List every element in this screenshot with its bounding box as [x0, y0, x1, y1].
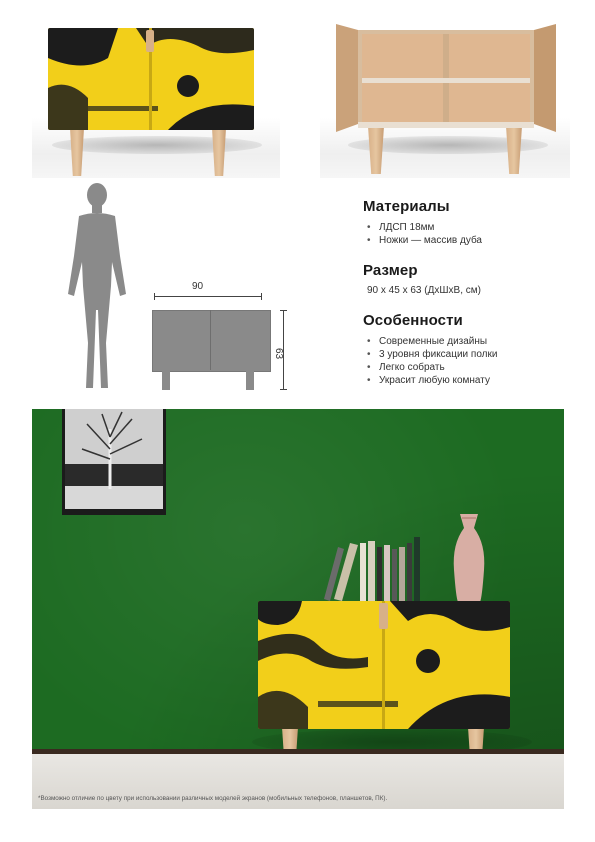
cabinet-front: [48, 28, 254, 130]
open-cabinet: [336, 22, 556, 132]
cabinet-silhouette: [152, 310, 271, 372]
footnote: *Возможно отличие по цвету при использовании различных моделей экранов (мобильных телефонов, планшетов, ПК).: [38, 795, 388, 802]
wall-poster: [62, 409, 166, 515]
width-label: 90: [192, 281, 204, 292]
list-item: • Ножки — массив дуба: [367, 234, 573, 247]
cabinet-leg: [162, 370, 170, 390]
specs-panel: [363, 198, 573, 387]
size-title: Размер: [363, 262, 418, 279]
width-dimension-line: [154, 296, 262, 297]
front-view-photo: [32, 18, 280, 178]
list-item: • Легко собрать: [367, 361, 573, 374]
list-item: • ЛДСП 18мм: [367, 221, 573, 234]
features-list: [367, 335, 573, 387]
features-title: Особенности: [363, 312, 463, 329]
list-item: • Украсит любую комнату: [367, 374, 573, 387]
cabinet-leg: [246, 370, 254, 390]
height-label: 63: [273, 348, 284, 360]
books: [320, 537, 432, 601]
materials-list: [367, 221, 573, 247]
vase: [452, 514, 486, 602]
materials-title: Материалы: [363, 198, 450, 215]
size-value: 90 х 45 х 63 (ДхШхВ, см): [367, 285, 481, 296]
list-item: • 3 уровня фиксации полки: [367, 348, 573, 361]
dimension-diagram: [32, 178, 300, 396]
interior-photo: [32, 409, 564, 809]
open-view-photo: [320, 18, 570, 178]
cabinet-front: [258, 601, 510, 729]
list-item: • Современные дизайны: [367, 335, 573, 348]
